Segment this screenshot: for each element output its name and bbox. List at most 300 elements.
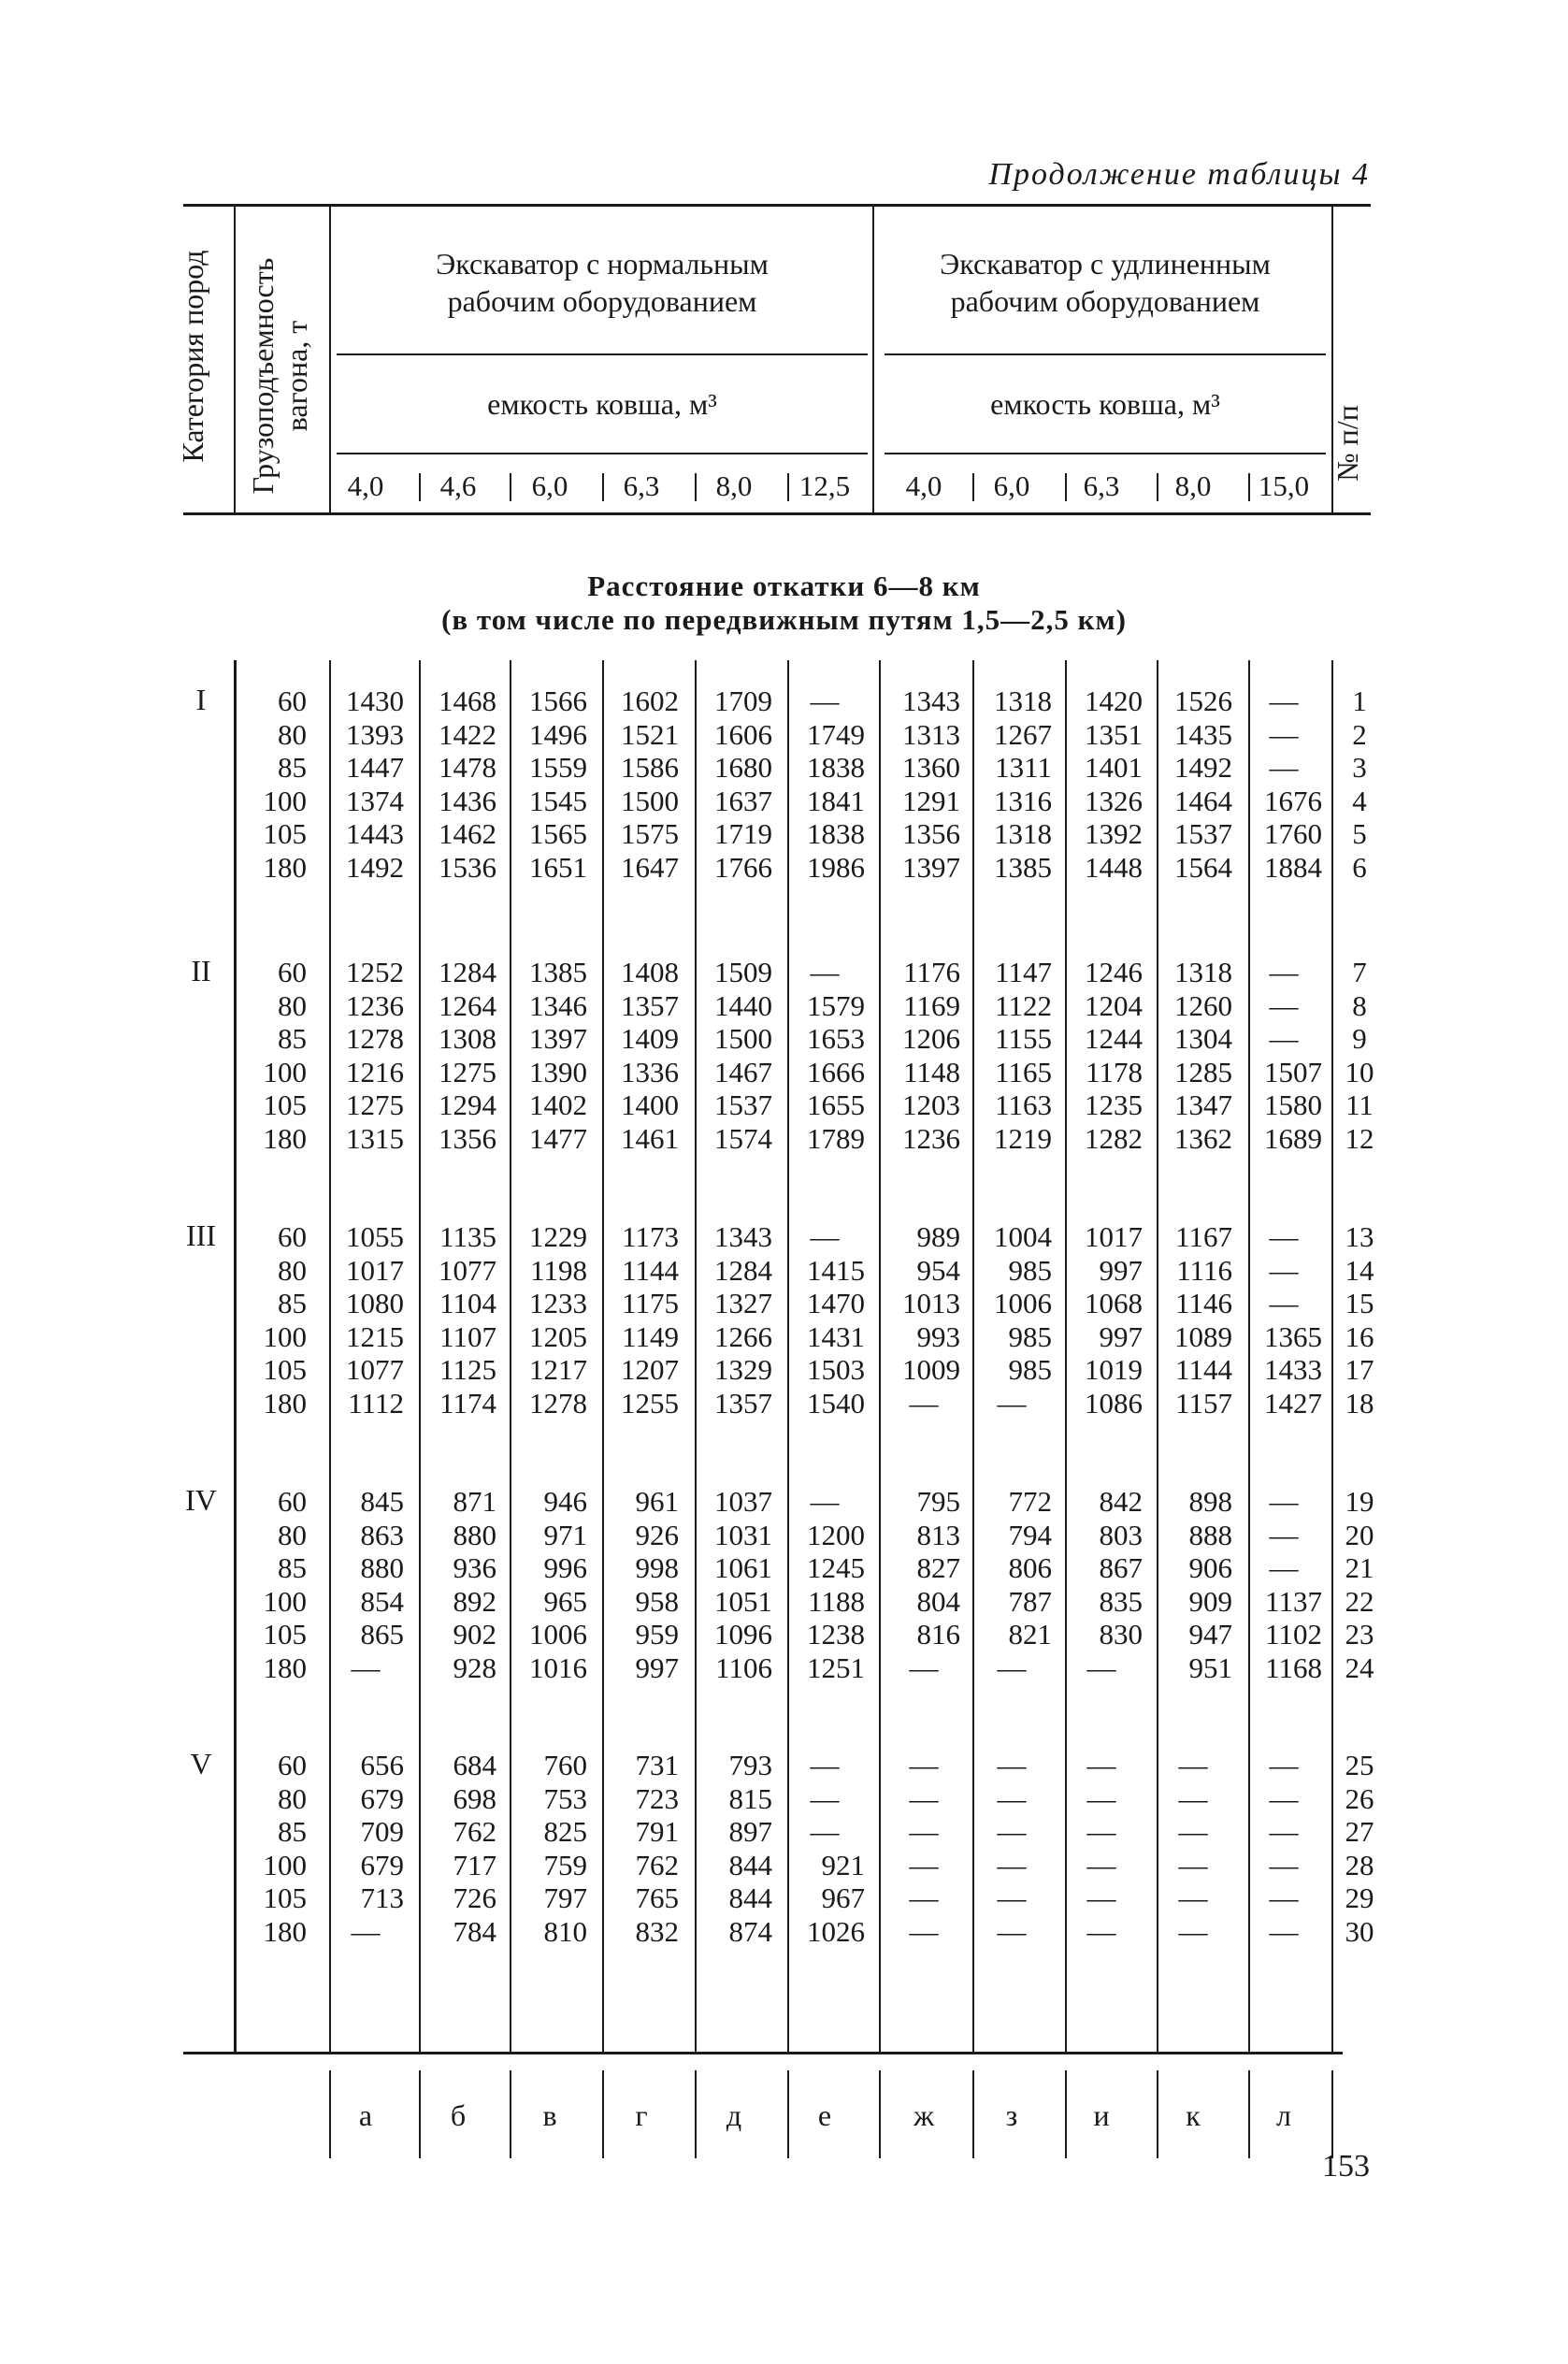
table-cell: 1244 (1085, 1022, 1143, 1056)
table-cell: 1204 (1085, 988, 1143, 1022)
capacity-cell: 105 (263, 1088, 307, 1122)
header-bottom-rule (183, 512, 1371, 515)
table-cell: — (1178, 1881, 1208, 1915)
table-cell: 1217 (529, 1353, 587, 1387)
table-cell: 1545 (529, 784, 587, 817)
capacity-cell: 100 (263, 1848, 307, 1881)
table-cell: 1357 (621, 988, 679, 1022)
table-cell: 1006 (994, 1287, 1052, 1320)
table-cell: 1173 (622, 1220, 679, 1253)
table-cell: 1215 (346, 1319, 404, 1353)
bucket-separator (510, 473, 511, 501)
table-cell: 863 (360, 1518, 404, 1551)
row-number: 16 (1345, 1319, 1374, 1353)
table-cell: — (1269, 717, 1299, 751)
table-cell: 985 (1008, 1253, 1052, 1287)
table-cell: 1526 (1174, 685, 1232, 717)
table-cell: 897 (728, 1815, 772, 1849)
table-cell: 1521 (621, 717, 679, 751)
category-label: I (195, 683, 207, 716)
table-cell: — (1269, 1220, 1299, 1253)
table-cell: 1077 (439, 1253, 496, 1287)
table-cell: 1357 (714, 1387, 772, 1420)
table-cell: 1251 (807, 1651, 865, 1684)
table-cell: 880 (360, 1551, 404, 1585)
table-cell: 1144 (622, 1253, 679, 1287)
table-cell: 998 (635, 1551, 679, 1585)
capacity-cell: 105 (263, 817, 307, 851)
table-cell: 865 (360, 1618, 404, 1651)
table-cell: — (1269, 1551, 1299, 1585)
table-cell: 921 (821, 1848, 865, 1881)
header-top-rule (183, 204, 1371, 207)
table-cell: 1147 (995, 956, 1052, 988)
table-cell: 898 (1188, 1485, 1232, 1518)
table-cell: 1233 (529, 1287, 587, 1320)
table-cell: 713 (360, 1881, 404, 1915)
table-cell: 1205 (529, 1319, 587, 1353)
table-cell: 1566 (529, 685, 587, 717)
table-cell: 1574 (714, 1122, 772, 1155)
table-cell: 1137 (1265, 1584, 1322, 1618)
table-cell: — (810, 1485, 840, 1518)
table-cell: 1347 (1174, 1088, 1232, 1122)
table-cell: 946 (543, 1485, 587, 1518)
table-cell: 1106 (715, 1651, 772, 1684)
column-letter: а (358, 2098, 373, 2132)
row-number: 12 (1345, 1122, 1374, 1155)
table-cell: 1122 (995, 988, 1052, 1022)
table-cell: 1537 (714, 1088, 772, 1122)
bucket-size-normal: 6,3 (623, 469, 660, 502)
letter-divider (1157, 2070, 1158, 2158)
table-cell: — (1086, 1881, 1116, 1915)
table-cell: 1236 (346, 988, 404, 1022)
table-cell: 1203 (902, 1088, 960, 1122)
table-cell: 1492 (1174, 751, 1232, 785)
bucket-size-normal: 6,0 (531, 469, 568, 502)
table-cell: 880 (453, 1518, 496, 1551)
capacity-cell: 180 (263, 1651, 307, 1684)
bucket-size-normal: 8,0 (715, 469, 753, 502)
column-letter: и (1093, 2098, 1110, 2132)
table-cell: 1104 (439, 1287, 496, 1320)
row-number: 17 (1345, 1353, 1374, 1387)
row-number: 20 (1345, 1518, 1374, 1551)
table-cell: — (1086, 1781, 1116, 1815)
table-cell: — (810, 1781, 840, 1815)
table-cell: 1089 (1174, 1319, 1232, 1353)
table-cell: 1219 (994, 1122, 1052, 1155)
table-cell: 997 (1099, 1253, 1143, 1287)
table-cell: 844 (728, 1881, 772, 1915)
category-label: III (186, 1218, 216, 1252)
table-cell: — (810, 1815, 840, 1849)
table-cell: 804 (916, 1584, 960, 1618)
table-cell: 1346 (529, 988, 587, 1022)
row-number: 5 (1352, 817, 1367, 851)
table-cell: 1400 (621, 1088, 679, 1122)
table-cell: 1580 (1264, 1088, 1322, 1122)
column-letter: д (726, 2098, 742, 2132)
table-cell: 1343 (902, 685, 960, 717)
header-divider (329, 206, 331, 514)
table-cell: 827 (916, 1551, 960, 1585)
header-divider (872, 206, 874, 514)
table-cell: 1264 (439, 988, 496, 1022)
table-cell: 1496 (529, 717, 587, 751)
table-cell: 806 (1008, 1551, 1052, 1585)
bucket-size-extended: 15,0 (1258, 469, 1310, 502)
bucket-separator (972, 473, 974, 501)
table-cell: 1235 (1085, 1088, 1143, 1122)
table-cell: — (997, 1881, 1027, 1915)
letter-divider (419, 2070, 421, 2158)
row-number: 9 (1352, 1022, 1367, 1056)
letter-divider (1065, 2070, 1067, 2158)
row-number: 11 (1345, 1088, 1374, 1122)
table-cell: 1564 (1174, 851, 1232, 884)
table-cell: 1275 (346, 1088, 404, 1122)
capacity-cell: 180 (263, 1122, 307, 1155)
table-cell: 1401 (1085, 751, 1143, 785)
table-cell: 1229 (529, 1220, 587, 1253)
letter-divider (695, 2070, 697, 2158)
category-label: II (191, 954, 211, 987)
table-cell: 1175 (622, 1287, 679, 1320)
row-number: 6 (1352, 851, 1367, 884)
table-cell: — (1086, 1651, 1116, 1684)
table-cell: 1653 (807, 1022, 865, 1056)
capacity-cell: 180 (263, 1915, 307, 1948)
capacity-cell: 100 (263, 1055, 307, 1088)
table-bottom-rule (183, 2052, 1343, 2054)
table-cell: — (1269, 751, 1299, 785)
table-cell: 1559 (529, 751, 587, 785)
table-cell: 1509 (714, 956, 772, 988)
letter-divider (787, 2070, 789, 2158)
table-cell: 1986 (807, 851, 865, 884)
table-cell: 791 (635, 1815, 679, 1849)
table-cell: — (1178, 1915, 1208, 1948)
table-cell: 1318 (994, 685, 1052, 717)
table-cell: 1004 (994, 1220, 1052, 1253)
bucket-separator (602, 473, 604, 501)
bucket-separator (419, 473, 421, 501)
table-cell: 985 (1008, 1353, 1052, 1387)
table-cell: 1165 (995, 1055, 1052, 1088)
table-cell: 967 (821, 1881, 865, 1915)
table-cell: — (909, 1915, 939, 1948)
table-cell: 1125 (439, 1353, 496, 1387)
table-cell: 1719 (714, 817, 772, 851)
table-cell: 1304 (1174, 1022, 1232, 1056)
table-cell: 816 (916, 1618, 960, 1651)
table-cell: — (1178, 1815, 1208, 1849)
table-cell: — (909, 1848, 939, 1881)
table-cell: — (1269, 685, 1299, 717)
table-cell: 830 (1099, 1618, 1143, 1651)
table-cell: 1397 (902, 851, 960, 884)
table-cell: 1266 (714, 1319, 772, 1353)
table-cell: 1789 (807, 1122, 865, 1155)
table-cell: — (810, 956, 840, 988)
capacity-cell: 100 (263, 784, 307, 817)
table-cell: 1294 (439, 1088, 496, 1122)
table-cell: 765 (635, 1881, 679, 1915)
table-cell: 1602 (621, 685, 679, 717)
table-cell: 947 (1188, 1618, 1232, 1651)
table-cell: 989 (916, 1220, 960, 1253)
capacity-cell: 85 (278, 1022, 307, 1056)
table-cell: 1351 (1085, 717, 1143, 751)
bucket-size-normal: 4,6 (439, 469, 477, 502)
table-cell: 928 (453, 1651, 496, 1684)
table-cell: 1149 (622, 1319, 679, 1353)
bucket-size-normal: 4,0 (347, 469, 384, 502)
table-cell: 1315 (346, 1122, 404, 1155)
table-cell: 1433 (1264, 1353, 1322, 1387)
table-cell: — (1086, 1815, 1116, 1849)
table-cell: 1462 (439, 817, 496, 851)
group-normal-title: Экскаватор с нормальным рабочим оборудованием (436, 247, 769, 318)
table-cell: 1647 (621, 851, 679, 884)
bucket-separator (695, 473, 697, 501)
table-cell: 845 (360, 1485, 404, 1518)
table-cell: 1749 (807, 717, 865, 751)
table-cell: 954 (916, 1253, 960, 1287)
body-divider (1331, 660, 1333, 2052)
table-cell: 1246 (1085, 956, 1143, 988)
table-cell: 1112 (348, 1387, 404, 1420)
column-letter: з (1005, 2098, 1018, 2132)
table-cell: 1278 (529, 1387, 587, 1420)
bucket-separator (1248, 473, 1250, 501)
table-cell: 1356 (902, 817, 960, 851)
table-cell: 985 (1008, 1319, 1052, 1353)
table-cell: 1068 (1085, 1287, 1143, 1320)
table-cell: 997 (635, 1651, 679, 1684)
letter-divider (329, 2070, 331, 2158)
row-number: 28 (1345, 1848, 1374, 1881)
table-cell: — (1269, 1253, 1299, 1287)
table-cell: 888 (1188, 1518, 1232, 1551)
table-cell: 1500 (714, 1022, 772, 1056)
table-cell: 1408 (621, 956, 679, 988)
table-cell: 1163 (995, 1088, 1052, 1122)
table-cell: 1343 (714, 1220, 772, 1253)
table-cell: 1013 (902, 1287, 960, 1320)
capacity-cell: 60 (278, 1220, 307, 1253)
table-cell: 787 (1008, 1584, 1052, 1618)
table-cell: 1637 (714, 784, 772, 817)
table-cell: — (1269, 1915, 1299, 1948)
table-cell: — (909, 1815, 939, 1849)
row-number: 1 (1352, 685, 1367, 717)
table-cell: — (997, 1915, 1027, 1948)
table-cell: 1077 (346, 1353, 404, 1387)
row-number: 14 (1345, 1253, 1374, 1287)
table-cell: 1267 (994, 717, 1052, 751)
table-cell: 726 (453, 1881, 496, 1915)
column-letter: к (1186, 2098, 1201, 2132)
capacity-cell: 60 (278, 1485, 307, 1518)
table-cell: 909 (1188, 1584, 1232, 1618)
page-number: 153 (1322, 2149, 1370, 2184)
table-cell: 1291 (902, 784, 960, 817)
letter-divider (1248, 2070, 1250, 2158)
table-cell: 1168 (1265, 1651, 1322, 1684)
table-cell: 1061 (714, 1551, 772, 1585)
table-cell: 1282 (1085, 1122, 1143, 1155)
header-number: № п/п (1331, 405, 1364, 482)
bucket-size-extended: 6,3 (1083, 469, 1120, 502)
table-cell: 772 (1008, 1485, 1052, 1518)
group-extended-title: Экскаватор с удлиненным рабочим оборудованием (940, 247, 1271, 318)
table-cell: 1430 (346, 685, 404, 717)
capacity-cell: 105 (263, 1881, 307, 1915)
table-cell: — (810, 685, 840, 717)
table-cell: 1245 (807, 1551, 865, 1585)
table-cell: 1540 (807, 1387, 865, 1420)
table-cell: 867 (1099, 1551, 1143, 1585)
table-cell: 698 (453, 1781, 496, 1815)
table-cell: 1326 (1085, 784, 1143, 817)
table-cell: 813 (916, 1518, 960, 1551)
group-rule (337, 453, 868, 454)
table-cell: 1440 (714, 988, 772, 1022)
group-rule (885, 453, 1326, 454)
table-cell: 902 (453, 1618, 496, 1651)
table-cell: 1037 (714, 1485, 772, 1518)
table-cell: 1477 (529, 1122, 587, 1155)
row-number: 29 (1345, 1881, 1374, 1915)
table-cell: 961 (635, 1485, 679, 1518)
capacity-cell: 100 (263, 1319, 307, 1353)
table-cell: — (909, 1781, 939, 1815)
table-cell: 1206 (902, 1022, 960, 1056)
table-cell: 1468 (439, 685, 496, 717)
table-cell: 825 (543, 1815, 587, 1849)
table-cell: 1402 (529, 1088, 587, 1122)
table-cell: 1397 (529, 1022, 587, 1056)
table-cell: 1006 (529, 1618, 587, 1651)
letter-divider (1331, 2070, 1333, 2158)
capacity-cell: 80 (278, 1781, 307, 1815)
bucket-size-extended: 4,0 (905, 469, 942, 502)
row-number: 22 (1345, 1584, 1374, 1618)
table-cell: 1709 (714, 685, 772, 717)
body-divider (234, 660, 237, 2052)
row-number: 3 (1352, 751, 1367, 785)
table-cell: 1655 (807, 1088, 865, 1122)
table-cell: 1422 (439, 717, 496, 751)
bucket-separator (1157, 473, 1158, 501)
row-number: 19 (1345, 1485, 1374, 1518)
table-cell: 821 (1008, 1618, 1052, 1651)
row-number: 21 (1345, 1551, 1374, 1585)
table-cell: 1026 (807, 1915, 865, 1948)
row-number: 15 (1345, 1287, 1374, 1320)
table-cell: 1318 (994, 817, 1052, 851)
row-number: 13 (1345, 1220, 1374, 1253)
table-cell: 1316 (994, 784, 1052, 817)
table-cell: — (1269, 1518, 1299, 1551)
category-label: V (190, 1747, 212, 1780)
table-cell: 1031 (714, 1518, 772, 1551)
table-cell: 874 (728, 1915, 772, 1948)
table-cell: 1385 (529, 956, 587, 988)
table-cell: 1102 (1265, 1618, 1322, 1651)
table-cell: 1176 (903, 956, 960, 988)
bucket-separator (1065, 473, 1067, 501)
table-cell: — (1269, 988, 1299, 1022)
table-cell: 1167 (1175, 1220, 1232, 1253)
column-letter: л (1276, 2098, 1291, 2132)
table-cell: 1155 (995, 1022, 1052, 1056)
capacity-cell: 105 (263, 1618, 307, 1651)
table-cell: 759 (543, 1848, 587, 1881)
table-cell: 1144 (1175, 1353, 1232, 1387)
capacity-cell: 80 (278, 1518, 307, 1551)
table-cell: 1080 (346, 1287, 404, 1320)
table-cell: 1016 (529, 1651, 587, 1684)
table-cell: 1689 (1264, 1122, 1322, 1155)
table-cell: 1188 (808, 1584, 865, 1618)
row-number: 24 (1345, 1651, 1374, 1684)
table-cell: 1766 (714, 851, 772, 884)
table-cell: — (1269, 1749, 1299, 1781)
table-cell: 1760 (1264, 817, 1322, 851)
table-cell: 1200 (807, 1518, 865, 1551)
column-letter: г (635, 2098, 648, 2132)
table-cell: 854 (360, 1584, 404, 1618)
table-cell: — (810, 1749, 840, 1781)
capacity-cell: 85 (278, 751, 307, 785)
row-number: 10 (1345, 1055, 1374, 1088)
table-cell: 1308 (439, 1022, 496, 1056)
category-label: IV (185, 1483, 217, 1517)
table-cell: 936 (453, 1551, 496, 1585)
table-cell: 1575 (621, 817, 679, 851)
table-cell: — (1086, 1848, 1116, 1881)
table-cell: 1415 (807, 1253, 865, 1287)
group-rule (885, 353, 1326, 355)
table-cell: 784 (453, 1915, 496, 1948)
table-cell: 762 (635, 1848, 679, 1881)
table-cell: 997 (1099, 1319, 1143, 1353)
table-cell: — (997, 1749, 1027, 1781)
table-cell: 1503 (807, 1353, 865, 1387)
bucket-size-extended: 6,0 (993, 469, 1030, 502)
table-cell: — (1269, 1881, 1299, 1915)
table-cell: 1360 (902, 751, 960, 785)
row-number: 25 (1345, 1749, 1374, 1781)
table-cell: — (810, 1220, 840, 1253)
table-cell: — (997, 1387, 1027, 1420)
table-cell: 996 (543, 1551, 587, 1585)
table-cell: 1666 (807, 1055, 865, 1088)
bucket-size-normal: 12,5 (798, 469, 851, 502)
table-cell: — (909, 1387, 939, 1420)
table-cell: 1356 (439, 1122, 496, 1155)
table-cell: 1435 (1174, 717, 1232, 751)
table-cell: — (997, 1815, 1027, 1849)
table-cell: 1365 (1264, 1319, 1322, 1353)
table-cell: 1260 (1174, 988, 1232, 1022)
table-cell: — (909, 1881, 939, 1915)
table-cell: — (1269, 1287, 1299, 1320)
